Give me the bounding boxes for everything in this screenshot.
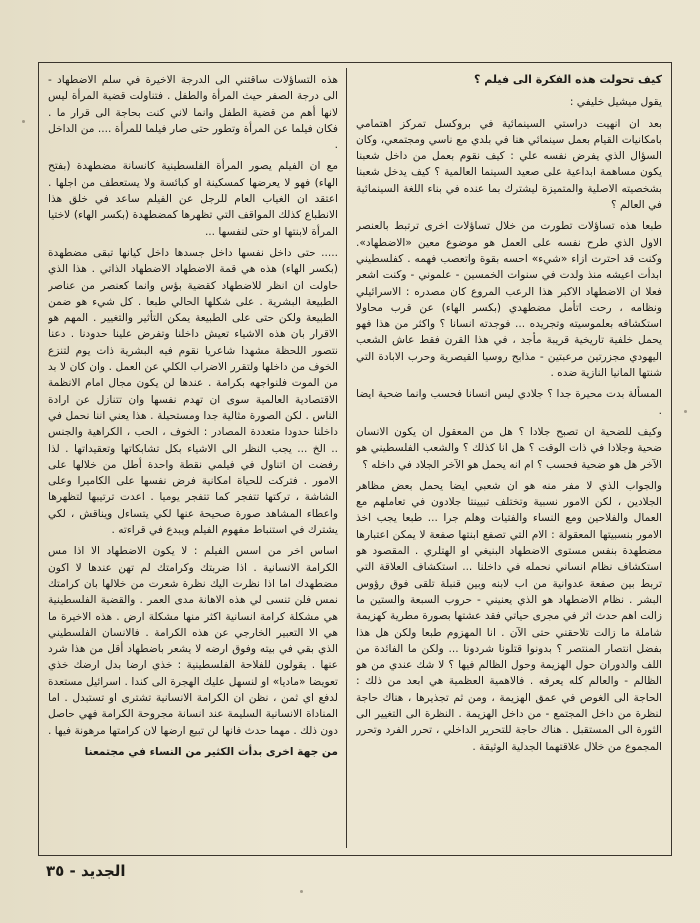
paragraph: مع ان الفيلم يصور المرأة الفلسطينية كانسانة مضطهدة (بفتح الهاء) فهو لا يعرضها كمسكينة او كبائسة ولا يستعطف من اجلها . اعتقد ان الغياب العام للرجل عن الفيلم ساعد في خلق هذا الانطباع كذلك المواقف التي تظهرها كمضطهدة (بكسر الهاء) لاختيا المرأة لابنتها او حتى لنفسها ... <box>48 160 338 238</box>
column-divider <box>346 68 347 848</box>
paragraph: هذه التساؤلات ساقتني الى الدرجة الاخيرة في سلم الاضطهاد - الى درجة الصفر حيث المرأة والطفل . فتناولت قضية المرأة ليس لانها أهم من قضية الطفل وانما لاني كنت بحاجة الى قرار ما . فكان فيلما عن المرأة وتطور حتى صار فيلما للمرأة .... من الداخل . <box>48 74 338 152</box>
scan-speck <box>300 890 303 893</box>
right-column <box>356 72 662 848</box>
scan-speck <box>684 410 687 413</box>
paragraph: المسألة بدت محيرة جدا ؟ جلادي ليس انسانا فحسب وانما ضحية ايضا . <box>356 388 662 417</box>
page-footer: الجديد - ٣٥ <box>46 862 126 880</box>
paragraph: والجواب الذي لا مفر منه هو ان شعبي ايضا يحمل بعض مظاهر الجلادين ، لكن الامور نسبية وتختلف تبيينتا جلادون في تعاملهم مع العمال والفلاحين ومع النساء والفتيات وهلم جرا ... طبعا يجب اخذ الامور بنسبيتها المعقولة : الام التي تصفع ابنتها صفعة لا يمكن اعتبارها مضطهدة بنفس مستوى الاضطهاد البنيغي او الهتلري . المقصود هو استكشاف نظام انساني نحمله في داخلنا ... استكشاف العلاقة التي تربط بين صفعة عدوانية من اب لابنه وبين قنبلة تلقى فوق رؤوس البشر . نظام الاضطهاد هو الذي يعنيني - حروب السبعة والستين ما زالت اهم حدث اثر في مجرى حياتي فقد عشتها بصورة مطرية كهزيمة شاملة ما زالت تلاحقني حتى الآن . انا المهزوم طبعا ولكن هل هذا بفضل انتصار المنتصر ؟ بدونوا قتلونا شردونا ... ولكن ما الفائدة من اللف والدوران حول الهزيمة وحول الظالم فيها ؟ لا شك عندي من هو الظالم - والعالم كله يعرفه . فالاهمية العظمية هي ابعد من ذلك : الحاجة الى الغوص في عمق الهزيمة ، ومن ثم تجذيرها ، هناك حاجة لنظرة من داخل المجتمع - من داخل الهزيمة . النظرة الى التغيير الى الثورة الى المستقبل . هناك حاجة للتحرير الداخلي ، تحرر الفرد وتحرر المجموع من خلال علاقتهما الجدلية الوثيقة . <box>356 479 662 753</box>
paragraph: وكيف للضحية ان تصبح جلادا ؟ هل من المعقول ان يكون الانسان ضحية وجلادا في ذات الوقت ؟ هل انا كذلك ؟ والشعب الفلسطيني هو الآخر هل هو ضحية فحسب ؟ ام انه يحمل هو الآخر الجلاد في داخله ؟ <box>356 425 662 471</box>
paragraph: يقول ميشيل خليفي : <box>569 96 662 109</box>
paragraph: اساس اخر من اسس الفيلم : لا يكون الاضطهاد الا اذا مس الكرامة الانسانية . اذا ضربتك وكرامتك لم تهن عندها لا اكون مضطهدك اما اذا نظرت اليك نظرة شعرت من خلالها بان كرامتك نمس فلن تنسى لي هذه الاهانة مدى العمر . والقضية الفلسطينية هي مشكلة كرامة انسانية اكثر منها مشكلة ارض . هذه الاخيرة ما هي الا التعبير الخارجي عن هذه الكرامة . فالانسان الفلسطيني الذي بقي في بيته وفوق ارضه لا يشعر باضطهاد أقل من هذا شرد عنها . يقولون للفلاحة الفلسطينية : خذي ارضا بدل ارضك خذي تعويضا «ماديا» او لنسهل عليك الهجرة الى كندا . اسرائيل مستعدة لدفع اي ثمن ، نظن ان الكرامة الانسانية تشترى او تستبدل . اما المناداة الانسانية السليمة عند انسانة مجروحة الكرامة فهي حاصل دون ذلك . مهما حدث فانها لن تبيع ارضها لان كرامتها مرهونة فيها . <box>48 545 338 737</box>
paragraph: من جهة اخرى بدأت الكثير من النساء في مجتمعنا <box>84 745 338 758</box>
paragraph: بعد ان انهيت دراستي السينمائية في بروكسل تمركز اهتمامي بامكانيات القيام بعمل سينمائي هنا في بلدي مع ناسي ومجتمعي، وكان السؤال الذي يفرض نفسه علي : كيف نقوم بعمل من داخل شعبنا يكون مساهمة ابداعية على صعيد السينما العالمية ؟ كيف يدخل شعبنا بشخصيته الاصلية والمتميزة ليشترك بما عنده في بناء اللغة السينمائية في العالم ؟ <box>356 117 662 212</box>
scan-speck <box>22 120 25 123</box>
left-column <box>48 72 338 848</box>
paragraph: طبعا هذه تساؤلات تطورت من خلال تساؤلات اخرى ترتبط بالعنصر الاول الذي طرح نفسه على العمل هو موضوع معين «الاضطهاد». وكنت قد احترت ازاء «شيء» احسه بقوة واتعصب فهمه . كفلسطيني ابدأت اعيشه منذ ولدت في سنوات الخمسين - علموني - وكنت اشعر فعلا ان الاضطهاد الاكبر هذا الرعب المروع كان مصدره : الاسرائيلي ونظامه ، رحت اتأمل مضطهدي (بكسر الهاء) عن قرب محاولا استكشافه بعلموسيته وتجريده ... فوجدته انسانا ؟ واكثر من هذا فهو يحمل خلفية تاريخية قريبة مأجد ، في هذا القرن فقط عاش الشعب اليهودي مجزرتين مرعبتين - مذابح روسيا القيصرية وحرب الابادة التي شنتها المانيا النازية ضده . <box>356 220 662 380</box>
section-heading: كيف تحولت هذه الفكرة الى فيلم ؟ <box>474 73 662 86</box>
paragraph: ..... حتى داخل نفسها داخل جسدها داخل كيانها تبقى مضطهدة (بكسر الهاء) هذه هي قمة الاضطهاد الاضطهاد الذاتي . هذا الذي حاولت ان انظر للاضطهاد كقضية بؤس وانما كعنصر من عناصر الطبيعة البشرية . على شكلها الحالي طبعا . كل شيء هو ضمن الطبيعة ولكن حتى على الطبيعة يمكن التأثير والتغيير . المهم هو الاقرار بان هذه الاشياء تعيش داخلنا وتفرض علينا حدودنا . دعنا نتصور اللحظة مشهدا شاعريا نقوم فيه البشرية ذات يوم لتنزع الخوف من داخلها ولتقرر الاضراب الكلي عن العمل . وان كان لا بد من الموت فلنواجهه بكرامة . عندها لن يكون مجال امام الانظمة الاقتصادية العالمية سوى ان تهدم نفسها وان تتنازل عن ارادة الناس . لكن الصورة مثالية جدا ومستحيلة . هذا يعني اننا نحمل في داخلنا حدودا متعددة المصادر : الخوف ، الحب ، الكراهية والجنس .. الخ ... يجب النظر الى الاشياء بكل تشابكاتها وتعقيداتها . لذا رفضت ان اتناول في فيلمي نقطة واحدة أطل من خلالها على الامور . فتركت للحياة امكانية فرض نفسها على الكاميرا وعلى الشاشة ، تركتها تتفجر كما تتفجر يوميا . اعدت ترتيبها لتظهرها واعطاء المشاهد صورة صحيحة عنها لكي يتساءل ويناقش ، لكي يشترك في استنباط مفهوم الفيلم ويبدع في قراءته . <box>48 246 338 537</box>
